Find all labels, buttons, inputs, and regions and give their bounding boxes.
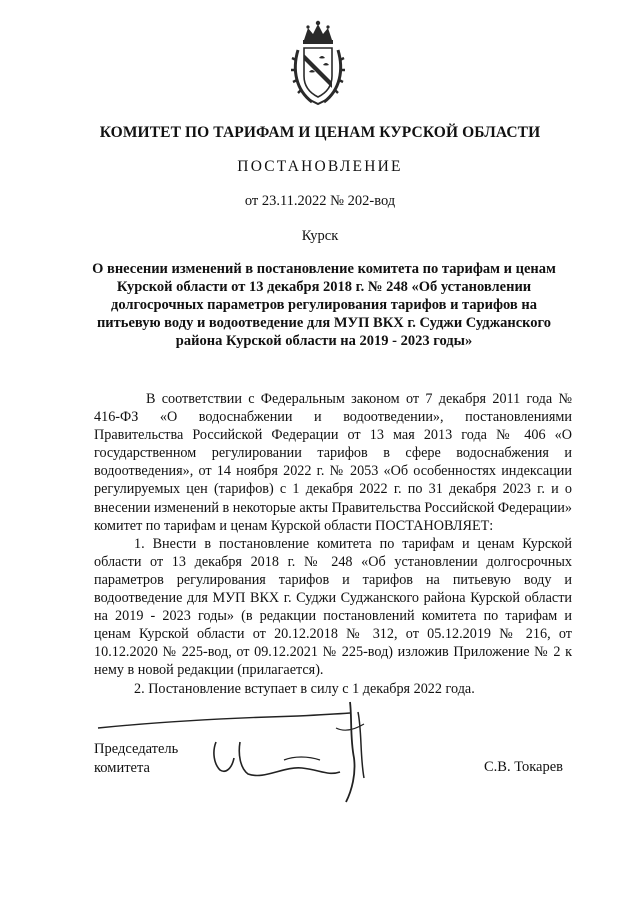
document-type: ПОСТАНОВЛЕНИЕ: [237, 158, 403, 175]
handwritten-signature-icon: [88, 698, 398, 808]
document-city: Курск: [301, 228, 339, 244]
preamble-paragraph: В соответствии с Федеральным законом от 7 декабря 2011 года № 416-ФЗ «О водоснабжении и водоотведении», постановлениями Правительства Российской Федерации от 13 мая 2013 года № 406 «О государственном регулировании тарифов в сфере водоснабжения и водоотведения», от 14 ноября 2022 г. № 2053 «Об особенностях индексации регулируемых цен (тарифов) с 1 декабря 2022 г. по 31 декабря 2023 г. и о внесении изменений в некоторые акты Правительства Российской Федерации» комитет по тарифам и ценам Курской области ПОСТАНОВЛЯЕТ:: [94, 391, 572, 534]
committee-name: КОМИТЕТ ПО ТАРИФАМ И ЦЕНАМ КУРСКОЙ ОБЛАСТИ: [99, 124, 541, 141]
kursk-oblast-coat-of-arms-icon: [290, 20, 346, 106]
item-2-paragraph: 2. Постановление вступает в силу с 1 декабря 2022 года.: [134, 680, 475, 697]
signatory-name: С.В. Токарев: [484, 759, 564, 775]
item-1-paragraph: 1. Внести в постановление комитета по тарифам и ценам Курской области от 13 декабря 2018 г. № 248 «Об установлении долгосрочных параметров регулирования тарифов и тарифов на питьевую воду и водоотведение для МУП ВКХ г. Суджи Суджанского района Курской области на 2019 - 2023 годы» (в редакции постановлений комитета по тарифам и ценам Курской области от 20.12.2018 № 312, от 05.12.2019 № 216, от 10.12.2020 № 225-вод, от 09.12.2021 № 225-вод) изложив Приложение № 2 к нему в новой редакции (прилагается).: [94, 535, 572, 679]
signatory-title: Председатель комитета: [94, 741, 179, 776]
document-date-number: от 23.11.2022 № 202-вод: [244, 193, 396, 209]
document-body: [94, 390, 572, 698]
document-subject: О внесении изменений в постановление комитета по тарифам и ценам Курской области от 13 декабря 2018 г. № 248 «Об установлении долгосрочных параметров регулирования тарифов и тарифов на питьевую воду и водоотведение для МУП ВКХ г. Суджи Суджанского района Курской области на 2019 - 2023 годы»: [92, 261, 556, 349]
